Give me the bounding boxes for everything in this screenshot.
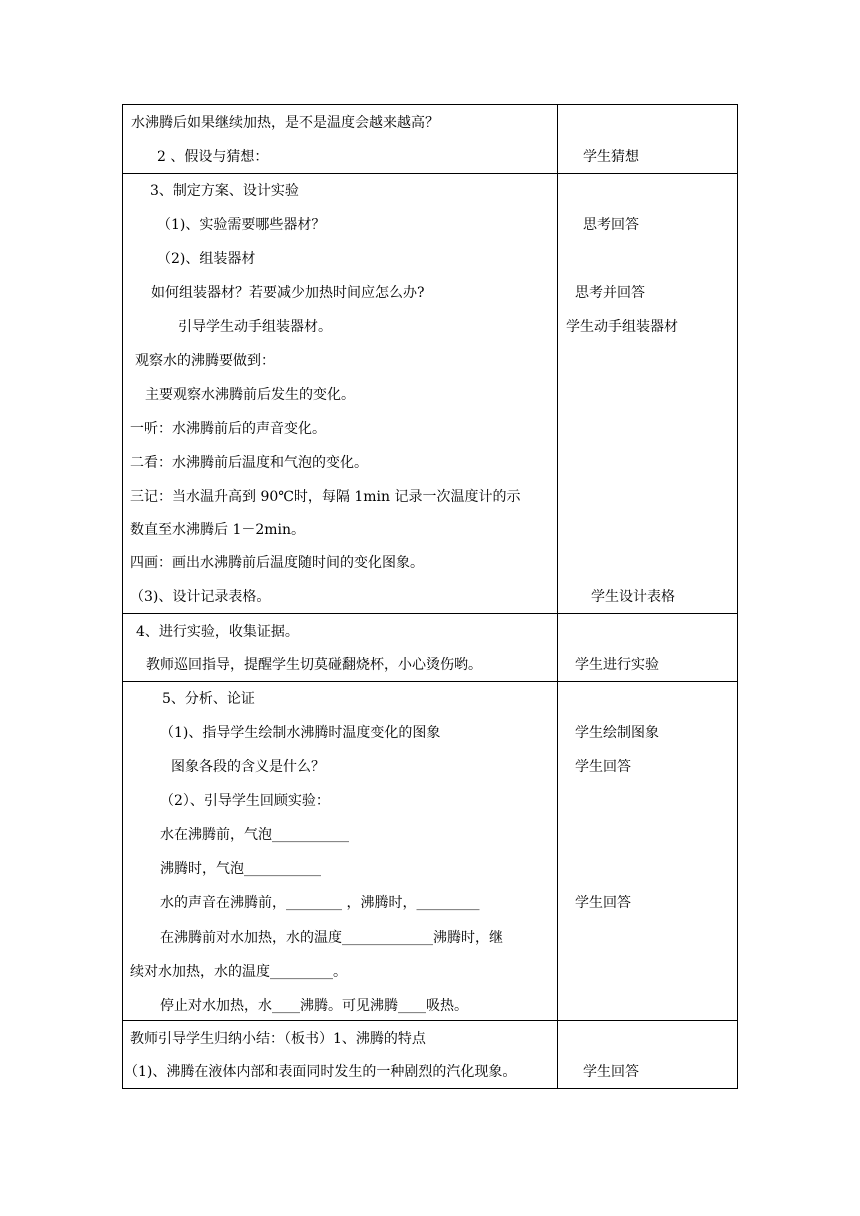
- teacher-text: 主要观察水沸腾前后发生的变化。: [145, 387, 355, 403]
- student-activity: 学生回答: [583, 1064, 639, 1080]
- teacher-text: 一听：水沸腾前后的声音变化。: [130, 421, 326, 437]
- teacher-text: 二看：水沸腾前后温度和气泡的变化。: [130, 455, 368, 471]
- student-activity: 思考回答: [583, 217, 639, 233]
- teacher-text: 如何组装器材？若要减少加热时间应怎么办?: [151, 285, 425, 301]
- teacher-text: 三记：当水温升高到 90℃时，每隔 1min 记录一次温度计的示: [130, 489, 521, 505]
- teacher-text: 图象各段的含义是什么？: [171, 759, 325, 775]
- teacher-text: 续对水加热，水的温度_________。: [130, 964, 347, 980]
- student-activity: 学生动手组装器材: [566, 319, 678, 335]
- student-activity: 学生设计表格: [591, 589, 675, 605]
- teacher-text: 3、制定方案、设计实验: [150, 183, 299, 199]
- teacher-text: 四画：画出水沸腾前后温度随时间的变化图象。: [130, 555, 424, 571]
- student-activity: 学生回答: [575, 759, 631, 775]
- teacher-text: 在沸腾前对水加热，水的温度_____________沸腾时，继: [160, 930, 503, 946]
- teacher-text: （1)、实验需要哪些器材？: [157, 217, 326, 233]
- teacher-text: 停止对水加热，水____沸腾。可见沸腾____吸热。: [160, 998, 468, 1014]
- teacher-text: 水沸腾后如果继续加热，是不是温度会越来越高？: [131, 115, 439, 131]
- teacher-text: 教师巡回指导，提醒学生切莫碰翻烧杯，小心烫伤哟。: [146, 657, 482, 673]
- row-divider: [123, 681, 737, 682]
- teacher-text: （2）、引导学生回顾实验：: [160, 793, 330, 809]
- teacher-text: 引导学生动手组装器材。: [178, 319, 332, 335]
- teacher-text: （1)、指导学生绘制水沸腾时温度变化的图象: [160, 725, 441, 741]
- teacher-text: 水在沸腾前，气泡___________: [160, 827, 349, 843]
- student-activity: 学生绘制图象: [575, 725, 659, 741]
- teacher-text: 教师引导学生归纳小结：（板书）1、沸腾的特点: [130, 1031, 426, 1047]
- teacher-text: 水的声音在沸腾前，________ ，沸腾时，_________: [160, 895, 480, 911]
- student-activity: 学生进行实验: [575, 657, 659, 673]
- row-divider: [123, 613, 737, 614]
- teacher-text: 4、进行实验，收集证据。: [136, 624, 299, 640]
- teacher-text: 5、分析、论证: [162, 691, 255, 707]
- teacher-text: 2 、假设与猜想：: [157, 149, 269, 165]
- row-divider: [123, 1020, 737, 1021]
- teacher-text: 观察水的沸腾要做到：: [135, 353, 275, 369]
- column-divider: [557, 105, 558, 1088]
- teacher-text: 沸腾时，气泡___________: [160, 861, 321, 877]
- teacher-text: （2)、组装器材: [157, 251, 256, 267]
- row-divider: [123, 173, 737, 174]
- student-activity: 学生猜想: [583, 149, 639, 165]
- teacher-text: （3)、设计记录表格。: [130, 589, 271, 605]
- teacher-text: （1)、沸腾在液体内部和表面同时发生的一种剧烈的汽化现象。: [124, 1064, 517, 1080]
- student-activity: 思考并回答: [575, 285, 645, 301]
- teacher-text: 数直至水沸腾后 1－2min。: [130, 522, 306, 538]
- student-activity: 学生回答: [575, 895, 631, 911]
